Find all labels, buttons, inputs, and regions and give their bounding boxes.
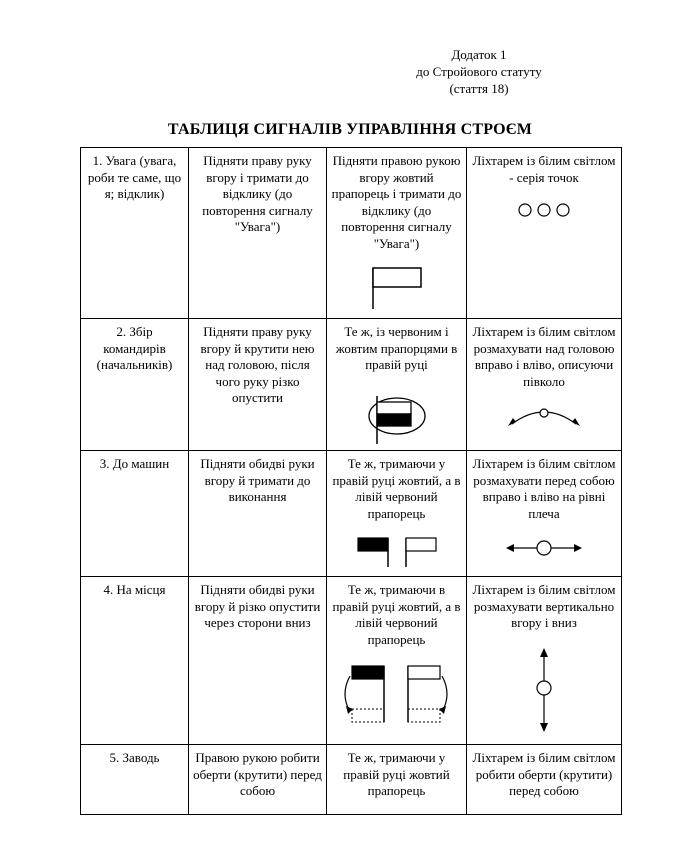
flag-signal-text: Те ж, тримаючи у правій руці жовтий прапорець bbox=[343, 750, 450, 798]
light-signal-text: Ліхтарем із білим світлом розмахувати вертикально вгору і вниз bbox=[472, 582, 616, 630]
flag-signal-text: Те ж, тримаючи в правій руці жовтий, а в лівій червоний прапорець bbox=[332, 582, 461, 647]
light-signal-text: Ліхтарем із білим світлом робити оберти (крутити) перед собою bbox=[472, 750, 616, 798]
table-row bbox=[81, 577, 622, 745]
signal-name: 3. До машин bbox=[99, 456, 170, 471]
signal-name: 5. Заводь bbox=[109, 750, 160, 765]
hand-signal-cell bbox=[189, 319, 327, 451]
flag-signal-cell bbox=[327, 148, 467, 319]
flag-signal-cell bbox=[327, 451, 467, 577]
appendix-line-1: Додаток 1 bbox=[451, 47, 507, 62]
hand-signal-text: Підняти обидві руки вгору й різко опустити через сторони вниз bbox=[194, 582, 321, 630]
signal-name: 4. На місця bbox=[103, 582, 166, 597]
light-signal-cell bbox=[467, 319, 622, 451]
horizontal-swing-icon bbox=[470, 538, 618, 558]
signal-name-cell bbox=[81, 577, 189, 745]
semicircle-swing-icon bbox=[470, 406, 618, 428]
three-dots-icon bbox=[470, 201, 618, 219]
hand-signal-cell bbox=[189, 577, 327, 745]
flag-signal-cell bbox=[327, 577, 467, 745]
hand-signal-text: Підняти праву руку вгору й крутити нею над головою, після чого руку різко опустити bbox=[200, 324, 315, 405]
flag-signal-cell bbox=[327, 745, 467, 815]
hand-signal-cell bbox=[189, 148, 327, 319]
appendix-line-3: (стаття 18) bbox=[449, 81, 509, 96]
light-signal-cell bbox=[467, 577, 622, 745]
circling-flags-icon bbox=[330, 388, 463, 446]
signal-name: 1. Увага (увага, роби те саме, що я; відклик) bbox=[87, 153, 182, 201]
appendix-line-2: до Стройового статуту bbox=[416, 64, 542, 79]
hand-signal-cell bbox=[189, 745, 327, 815]
signal-name-cell bbox=[81, 148, 189, 319]
table-row bbox=[81, 148, 622, 319]
light-signal-text: Ліхтарем із білим світлом розмахувати над головою вправо і вліво, описуючи півколо bbox=[472, 324, 616, 389]
hand-signal-text: Підняти праву руку вгору і тримати до відклику (до повторення сигналу "Увага") bbox=[202, 153, 313, 234]
hand-signal-text: Підняти обидві руки вгору й тримати до виконання bbox=[200, 456, 315, 504]
hand-signal-text: Правою рукою робити оберти (крутити) перед собою bbox=[193, 750, 322, 798]
flag-signal-text: Підняти правою рукою вгору жовтий прапорець і тримати до відклику (до повторення сигналу "Увага") bbox=[331, 153, 462, 251]
vertical-swing-icon bbox=[470, 648, 618, 732]
flag-signal-cell bbox=[327, 319, 467, 451]
table-row bbox=[81, 451, 622, 577]
two-flags-lowering-icon bbox=[330, 664, 463, 724]
flag-signal-text: Те ж, із червоним і жовтим прапорцями в правій руці bbox=[335, 324, 458, 372]
light-signal-cell bbox=[467, 148, 622, 319]
light-signal-text: Ліхтарем із білим світлом - серія точок bbox=[472, 153, 616, 185]
flag-signal-text: Те ж, тримаючи у правій руці жовтий, а в лівій червоний прапорець bbox=[332, 456, 461, 521]
raised-flag-icon bbox=[330, 267, 463, 309]
page-title: ТАБЛИЦЯ СИГНАЛІВ УПРАВЛІННЯ СТРОЄМ bbox=[167, 121, 533, 138]
signal-name: 2. Збір командирів (начальників) bbox=[96, 324, 173, 372]
signal-name-cell bbox=[81, 319, 189, 451]
light-signal-cell bbox=[467, 451, 622, 577]
appendix-note bbox=[384, 46, 574, 97]
light-signal-text: Ліхтарем із білим світлом розмахувати перед собою вправо і вліво на рівні плеча bbox=[472, 456, 616, 521]
light-signal-cell bbox=[467, 745, 622, 815]
hand-signal-cell bbox=[189, 451, 327, 577]
table-row bbox=[81, 745, 622, 815]
table-row bbox=[81, 319, 622, 451]
signal-name-cell bbox=[81, 745, 189, 815]
signal-name-cell bbox=[81, 451, 189, 577]
two-flags-icon bbox=[330, 536, 463, 568]
signals-table bbox=[80, 147, 622, 815]
